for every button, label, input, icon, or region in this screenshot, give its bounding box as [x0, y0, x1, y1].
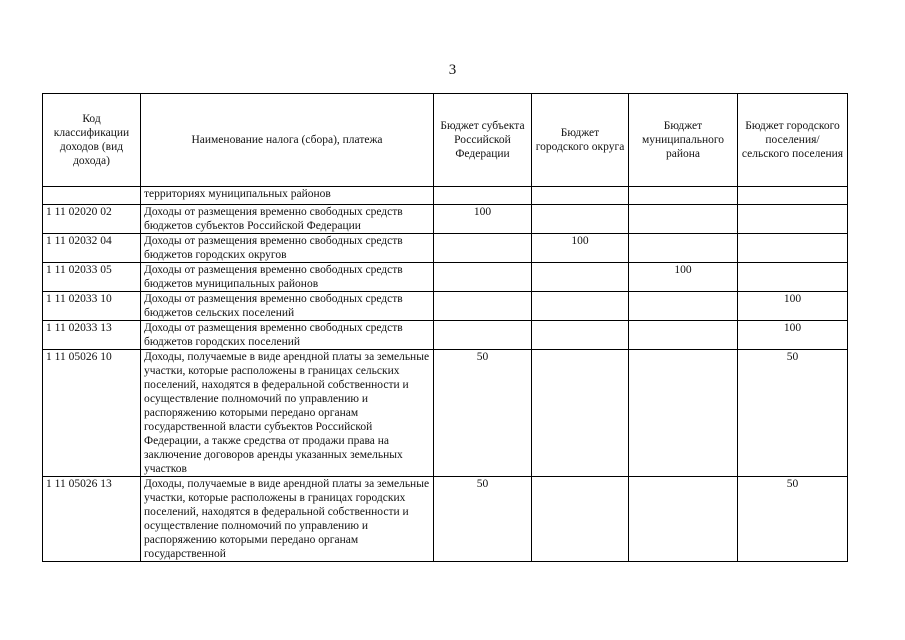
- table-row: [43, 263, 848, 292]
- cell-subject: 100: [434, 205, 532, 234]
- cell-subject: 50: [434, 477, 532, 562]
- cell-municipal: 100: [629, 263, 738, 292]
- cell-municipal: [629, 234, 738, 263]
- continuation-name: территориях муниципальных районов: [141, 187, 434, 205]
- continuation-city: [532, 187, 629, 205]
- continuation-row: [43, 187, 848, 205]
- table-row: [43, 350, 848, 477]
- cell-code: 1 11 02033 05: [43, 263, 141, 292]
- continuation-code: [43, 187, 141, 205]
- cell-city: 100: [532, 234, 629, 263]
- continuation-settlement: [738, 187, 848, 205]
- cell-subject: 50: [434, 350, 532, 477]
- cell-subject: [434, 263, 532, 292]
- cell-city: [532, 477, 629, 562]
- table-row: [43, 292, 848, 321]
- table-row: [43, 321, 848, 350]
- header-name: Наименование налога (сбора), платежа: [141, 94, 434, 187]
- cell-code: 1 11 05026 10: [43, 350, 141, 477]
- cell-subject: [434, 234, 532, 263]
- cell-name: Доходы от размещения временно свободных средств бюджетов городских поселений: [141, 321, 434, 350]
- cell-name: Доходы от размещения временно свободных средств бюджетов городских округов: [141, 234, 434, 263]
- cell-code: 1 11 05026 13: [43, 477, 141, 562]
- cell-settlement: 50: [738, 477, 848, 562]
- revenue-distribution-table: [42, 93, 848, 562]
- header-code: Код классификации доходов (вид дохода): [43, 94, 141, 187]
- cell-name: Доходы, получаемые в виде арендной платы за земельные участки, которые расположены в границах сельских поселений, находятся в федеральной собственности и осуществление полномочий по управлению и распоряжению которыми передано органам государственной власти субъектов Российской Федерации, а также средства от продажи права на заключение договоров аренды указанных земельных участков: [141, 350, 434, 477]
- page-number: 3: [448, 62, 457, 78]
- cell-municipal: [629, 205, 738, 234]
- header-subject-budget: Бюджет субъекта Российской Федерации: [434, 94, 532, 187]
- cell-settlement: 50: [738, 350, 848, 477]
- cell-code: 1 11 02020 02: [43, 205, 141, 234]
- cell-city: [532, 205, 629, 234]
- cell-municipal: [629, 350, 738, 477]
- cell-municipal: [629, 321, 738, 350]
- cell-settlement: 100: [738, 292, 848, 321]
- table-row: [43, 477, 848, 562]
- cell-settlement: [738, 234, 848, 263]
- table-header-row: [43, 94, 848, 187]
- cell-city: [532, 321, 629, 350]
- cell-settlement: [738, 263, 848, 292]
- header-municipal-budget: Бюджет муниципального района: [629, 94, 738, 187]
- continuation-subject: [434, 187, 532, 205]
- cell-city: [532, 292, 629, 321]
- table-row: [43, 205, 848, 234]
- cell-name: Доходы от размещения временно свободных средств бюджетов сельских поселений: [141, 292, 434, 321]
- cell-municipal: [629, 477, 738, 562]
- header-city-budget: Бюджет городского округа: [532, 94, 629, 187]
- cell-settlement: 100: [738, 321, 848, 350]
- cell-code: 1 11 02032 04: [43, 234, 141, 263]
- table-row: [43, 234, 848, 263]
- cell-code: 1 11 02033 10: [43, 292, 141, 321]
- cell-subject: [434, 321, 532, 350]
- cell-code: 1 11 02033 13: [43, 321, 141, 350]
- cell-name: Доходы от размещения временно свободных средств бюджетов субъектов Российской Федерации: [141, 205, 434, 234]
- cell-municipal: [629, 292, 738, 321]
- cell-name: Доходы, получаемые в виде арендной платы за земельные участки, которые расположены в границах городских поселений, находятся в федеральной собственности и осуществление полномочий по управлению и распоряжению которыми передано органам государственной: [141, 477, 434, 562]
- cell-city: [532, 350, 629, 477]
- cell-subject: [434, 292, 532, 321]
- cell-city: [532, 263, 629, 292]
- cell-name: Доходы от размещения временно свободных средств бюджетов муниципальных районов: [141, 263, 434, 292]
- header-settlement-budget: Бюджет городского поселения/ сельского поселения: [738, 94, 848, 187]
- cell-settlement: [738, 205, 848, 234]
- continuation-municipal: [629, 187, 738, 205]
